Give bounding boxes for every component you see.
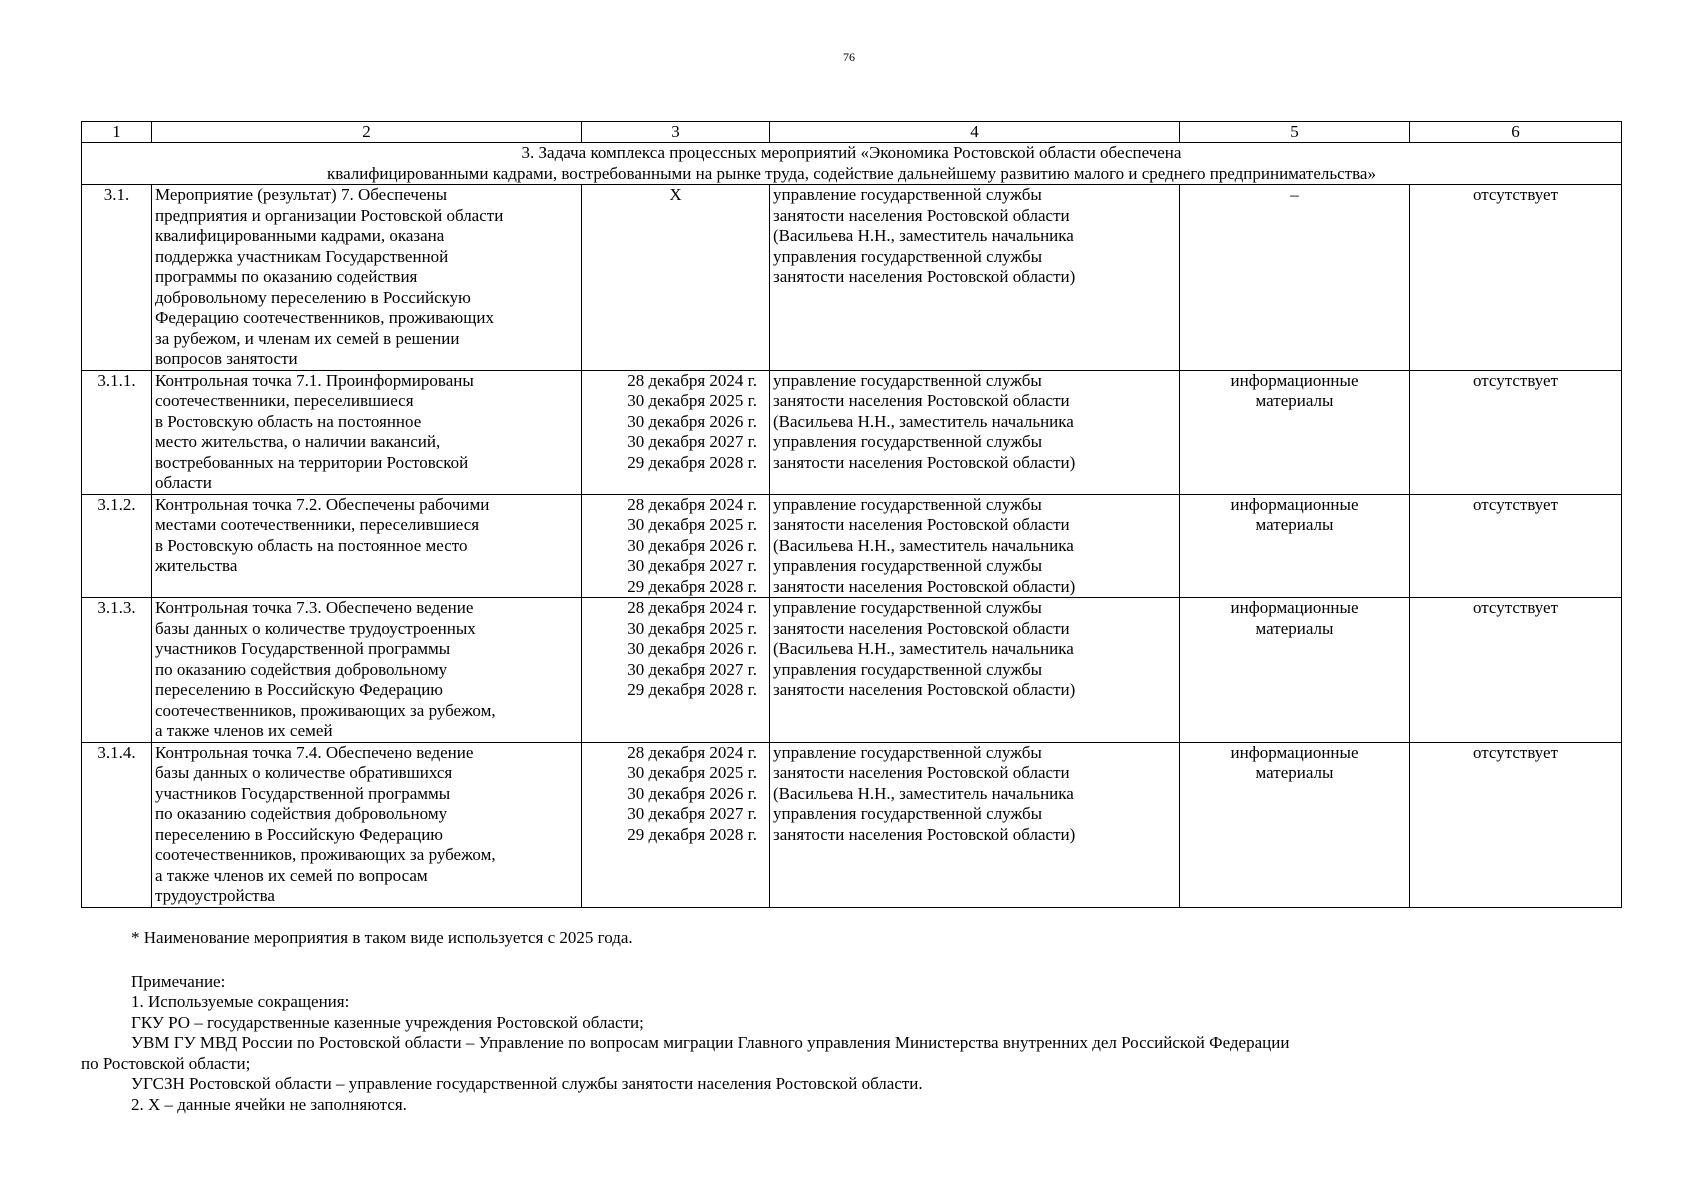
document-type — [1180, 598, 1410, 743]
activity-name-line: вопросов занятости — [155, 349, 298, 368]
deadline-line: 30 декабря 2025 г. — [627, 515, 757, 534]
document-type-line: материалы — [1255, 391, 1334, 410]
column-number: 3 — [582, 122, 770, 143]
activity-name-line: участников Государственной программы — [155, 783, 451, 803]
row-number: 3.1.4. — [82, 742, 152, 907]
activity-name-line: по оказанию содействия добровольному — [155, 804, 448, 823]
deadline — [582, 370, 770, 494]
column-number-row — [82, 122, 1622, 143]
responsible-line: управление государственной службы — [773, 185, 1042, 204]
document-type — [1180, 494, 1410, 598]
activity-name-line: базы данных о количестве обратившихся — [155, 763, 453, 782]
deadline-line: 30 декабря 2026 г. — [627, 411, 757, 431]
activity-name-line: Федерацию соотечественников, проживающих — [155, 308, 494, 327]
activity-name-line: области — [155, 473, 212, 492]
deadline-line: 29 декабря 2028 г. — [627, 824, 757, 844]
activity-name-line: предприятия и организации Ростовской области — [155, 205, 504, 225]
activity-name-line: добровольному переселению в Российскую — [155, 287, 471, 307]
deadline-line: 29 декабря 2028 г. — [627, 452, 757, 472]
info-system: отсутствует — [1410, 185, 1622, 371]
table-row — [82, 742, 1622, 907]
activity-name-line: по оказанию содействия добровольному — [155, 659, 448, 679]
activity-name-line: соотечественников, проживающих за рубежом, — [155, 700, 496, 720]
activity-name-line: в Ростовскую область на постоянное место — [155, 535, 468, 555]
activity-name — [152, 185, 582, 371]
responsible-line: управление государственной службы — [773, 494, 1042, 514]
abbreviations-title: 1. Используемые сокращения: — [131, 992, 350, 1011]
responsible-line: управления государственной службы — [773, 804, 1043, 823]
responsible — [770, 185, 1180, 371]
deadline-line: 28 декабря 2024 г. — [627, 494, 757, 514]
activity-name-line: а также членов их семей — [155, 721, 333, 740]
row-number: 3.1.2. — [82, 494, 152, 598]
activity-name-line: востребованных на территории Ростовской — [155, 452, 469, 472]
section-title — [82, 143, 1622, 185]
deadline-line: 30 декабря 2026 г. — [627, 639, 757, 658]
deadline-line: 30 декабря 2025 г. — [627, 618, 757, 638]
deadline-line: 30 декабря 2026 г. — [627, 783, 757, 803]
row-number: 3.1.3. — [82, 598, 152, 743]
deadline-line: 28 декабря 2024 г. — [627, 742, 757, 762]
responsible-line: занятости населения Ростовской области — [773, 763, 1070, 782]
responsible-line: (Васильева Н.Н., заместитель начальника — [773, 411, 1074, 431]
responsible-line: занятости населения Ростовской области) — [773, 452, 1076, 472]
activity-name-line: соотечественники, переселившиеся — [155, 391, 414, 410]
x-note: 2. X – данные ячейки не заполняются. — [131, 1094, 407, 1114]
activity-name-line: Контрольная точка 7.2. Обеспечены рабочими — [155, 494, 490, 514]
deadline-line: 29 декабря 2028 г. — [627, 576, 757, 596]
abbreviation-ugszn: УГСЗН Ростовской области – управление государственной службы занятости населения Ростовской области. — [131, 1074, 923, 1093]
activity-name-line: базы данных о количестве трудоустроенных — [155, 618, 476, 638]
activity-name-line: в Ростовскую область на постоянное — [155, 411, 422, 431]
activity-name-line: Контрольная точка 7.3. Обеспечено ведение — [155, 598, 474, 617]
row-number: 3.1.1. — [82, 370, 152, 494]
column-number: 5 — [1180, 122, 1410, 143]
responsible-line: управление государственной службы — [773, 370, 1042, 390]
activity-name-line: Контрольная точка 7.1. Проинформированы — [155, 370, 474, 390]
activity-name-line: поддержка участникам Государственной — [155, 246, 449, 266]
section-title-line: квалифицированными кадрами, востребованными на рынке труда, содействие дальнейшему развитию малого и среднего предпринимательства» — [327, 163, 1376, 183]
column-number: 1 — [82, 122, 152, 143]
activity-name-line: местами соотечественники, переселившиеся — [155, 515, 480, 534]
deadline-line: 28 декабря 2024 г. — [627, 370, 757, 390]
document-type — [1180, 370, 1410, 494]
deadline — [582, 598, 770, 743]
column-number: 4 — [770, 122, 1180, 143]
activity-name-line: участников Государственной программы — [155, 639, 451, 658]
deadline-line: 30 декабря 2025 г. — [627, 763, 757, 782]
abbreviation-uvm-cont: по Ростовской области; — [81, 1053, 251, 1073]
deadline — [582, 742, 770, 907]
responsible-line: управления государственной службы — [773, 246, 1043, 266]
document-type — [1180, 185, 1410, 371]
table-row — [82, 370, 1622, 494]
activity-name — [152, 370, 582, 494]
column-number: 2 — [152, 122, 582, 143]
deadline-line: 30 декабря 2027 г. — [627, 556, 757, 575]
abbreviation-uvm-line1: УВМ ГУ МВД России по Ростовской области – Управление по вопросам миграции Главного управления Министерства внутренних дел Российской Федерации — [131, 1033, 1290, 1052]
deadline-line: 29 декабря 2028 г. — [627, 680, 757, 699]
activities-table — [81, 121, 1622, 908]
deadline — [582, 185, 770, 371]
responsible-line: занятости населения Ростовской области — [773, 391, 1070, 410]
document-type-line: – — [1290, 185, 1299, 204]
activity-name-line: жительства — [155, 556, 238, 575]
responsible-line: управление государственной службы — [773, 742, 1042, 762]
abbreviation-gku: ГКУ РО – государственные казенные учреждения Ростовской области; — [131, 1012, 644, 1032]
info-system: отсутствует — [1410, 494, 1622, 598]
activity-name-line: трудоустройства — [155, 886, 275, 905]
responsible-line: управления государственной службы — [773, 432, 1043, 451]
notes-block — [81, 928, 1621, 1115]
info-system: отсутствует — [1410, 370, 1622, 494]
activity-name — [152, 598, 582, 743]
responsible — [770, 370, 1180, 494]
notes-title: Примечание: — [131, 971, 226, 991]
activity-name-line: Мероприятие (результат) 7. Обеспечены — [155, 185, 448, 204]
info-system: отсутствует — [1410, 598, 1622, 743]
document-type-line: информационные — [1230, 370, 1359, 390]
table-row — [82, 185, 1622, 371]
deadline-line: 28 декабря 2024 г. — [627, 598, 757, 617]
responsible-line: управления государственной службы — [773, 556, 1043, 575]
responsible-line: (Васильева Н.Н., заместитель начальника — [773, 783, 1074, 803]
activity-name — [152, 742, 582, 907]
activity-name-line: за рубежом, и членам их семей в решении — [155, 328, 460, 348]
row-number: 3.1. — [82, 185, 152, 371]
responsible-line: (Васильева Н.Н., заместитель начальника — [773, 639, 1074, 658]
document-type-line: материалы — [1255, 515, 1334, 534]
responsible-line: управления государственной службы — [773, 659, 1043, 679]
activity-name-line: переселению в Российскую Федерацию — [155, 824, 444, 844]
document-type-line: материалы — [1255, 618, 1334, 638]
activity-name-line: квалифицированными кадрами, оказана — [155, 226, 445, 245]
document-type-line: информационные — [1230, 598, 1359, 617]
activity-name-line: программы по оказанию содействия — [155, 267, 418, 286]
deadline-line: 30 декабря 2027 г. — [627, 804, 757, 823]
activity-name-line: а также членов их семей по вопросам — [155, 865, 428, 885]
table-row — [82, 598, 1622, 743]
section-title-row — [82, 143, 1622, 185]
responsible-line: (Васильева Н.Н., заместитель начальника — [773, 226, 1074, 245]
responsible-line: занятости населения Ростовской области) — [773, 680, 1076, 699]
deadline-line: 30 декабря 2027 г. — [627, 659, 757, 679]
responsible-line: (Васильева Н.Н., заместитель начальника — [773, 535, 1074, 555]
activity-name-line: Контрольная точка 7.4. Обеспечено ведение — [155, 742, 474, 762]
activity-name-line: соотечественников, проживающих за рубежом, — [155, 845, 496, 864]
responsible-line: управление государственной службы — [773, 598, 1042, 617]
responsible-line: занятости населения Ростовской области) — [773, 824, 1076, 844]
responsible-line: занятости населения Ростовской области — [773, 205, 1070, 225]
responsible — [770, 742, 1180, 907]
deadline-line: 30 декабря 2027 г. — [627, 432, 757, 451]
table-row — [82, 494, 1622, 598]
column-number: 6 — [1410, 122, 1622, 143]
section-title-line: 3. Задача комплекса процессных мероприятий «Экономика Ростовской области обеспечена — [521, 143, 1182, 162]
document-type — [1180, 742, 1410, 907]
abbreviation-uvm — [81, 1033, 1621, 1054]
footnote: * Наименование мероприятия в таком виде используется с 2025 года. — [131, 928, 633, 947]
document-type-line: материалы — [1255, 763, 1334, 782]
responsible-line: занятости населения Ростовской области) — [773, 267, 1076, 286]
responsible-line: занятости населения Ростовской области) — [773, 576, 1076, 596]
info-system: отсутствует — [1410, 742, 1622, 907]
activity-name — [152, 494, 582, 598]
deadline-line: 30 декабря 2026 г. — [627, 535, 757, 555]
responsible-line: занятости населения Ростовской области — [773, 515, 1070, 534]
responsible — [770, 598, 1180, 743]
responsible — [770, 494, 1180, 598]
document-type-line: информационные — [1230, 494, 1359, 514]
deadline-line: 30 декабря 2025 г. — [627, 391, 757, 410]
responsible-line: занятости населения Ростовской области — [773, 618, 1070, 638]
activity-name-line: переселению в Российскую Федерацию — [155, 680, 444, 699]
deadline — [582, 494, 770, 598]
document-type-line: информационные — [1230, 742, 1359, 762]
activity-name-line: место жительства, о наличии вакансий, — [155, 432, 441, 451]
deadline-line: X — [669, 185, 682, 204]
page-number: 76 — [843, 50, 855, 64]
